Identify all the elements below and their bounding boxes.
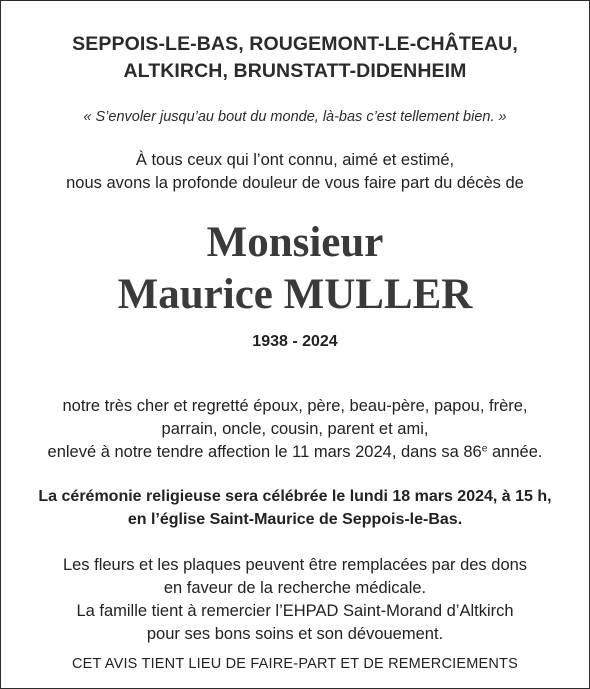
locations-heading	[1, 31, 589, 85]
deceased-name-block	[1, 217, 589, 321]
intro-line-1: À tous ceux qui l’ont connu, aimé et estimé,	[135, 151, 455, 169]
family-line-2: parrain, oncle, cousin, parent et ami,	[161, 420, 429, 438]
closing-line-3: La famille tient à remercier l’EHPAD Saint-Morand d’Altkirch	[76, 602, 514, 620]
ordinal-superscript: e	[481, 443, 488, 455]
closing-line-2: en faveur de la recherche médicale.	[163, 579, 427, 597]
ceremony-line-1: La cérémonie religieuse sera célébrée le lundi 18 mars 2024, à 15 h,	[38, 488, 552, 505]
closing-line-4: pour ses bons soins et son dévouement.	[146, 625, 444, 643]
family-text	[1, 395, 589, 464]
deceased-name: Maurice MULLER	[117, 271, 473, 318]
locations-line-1: SEPPOIS-LE-BAS, ROUGEMONT-LE-CHÂTEAU,	[72, 33, 518, 55]
ceremony-details	[1, 485, 589, 531]
epigraph-quote: « S’envoler jusqu’au bout du monde, là-bas c’est tellement bien. »	[83, 109, 507, 125]
family-line-1: notre très cher et regretté époux, père, beau-père, papou, frère,	[62, 397, 528, 415]
family-line-3	[1, 441, 589, 464]
family-line-3-text: enlevé à notre tendre affection le 11 mars 2024, dans sa 86	[47, 443, 482, 461]
family-line-3-end: année.	[487, 443, 543, 461]
intro-text	[1, 149, 589, 195]
ceremony-line-2: en l’église Saint-Maurice de Seppois-le-Bas.	[127, 511, 463, 528]
intro-line-2: nous avons la profonde douleur de vous faire part du décès de	[66, 174, 524, 192]
footer-notice: CET AVIS TIENT LIEU DE FAIRE-PART ET DE REMERCIEMENTS	[72, 656, 518, 672]
deceased-title: Monsieur	[206, 219, 384, 266]
locations-line-2: ALTKIRCH, BRUNSTATT-DIDENHEIM	[123, 60, 467, 82]
closing-line-1: Les fleurs et les plaques peuvent être remplacées par des dons	[62, 556, 528, 574]
closing-text	[1, 554, 589, 646]
deceased-years: 1938 - 2024	[252, 333, 338, 350]
